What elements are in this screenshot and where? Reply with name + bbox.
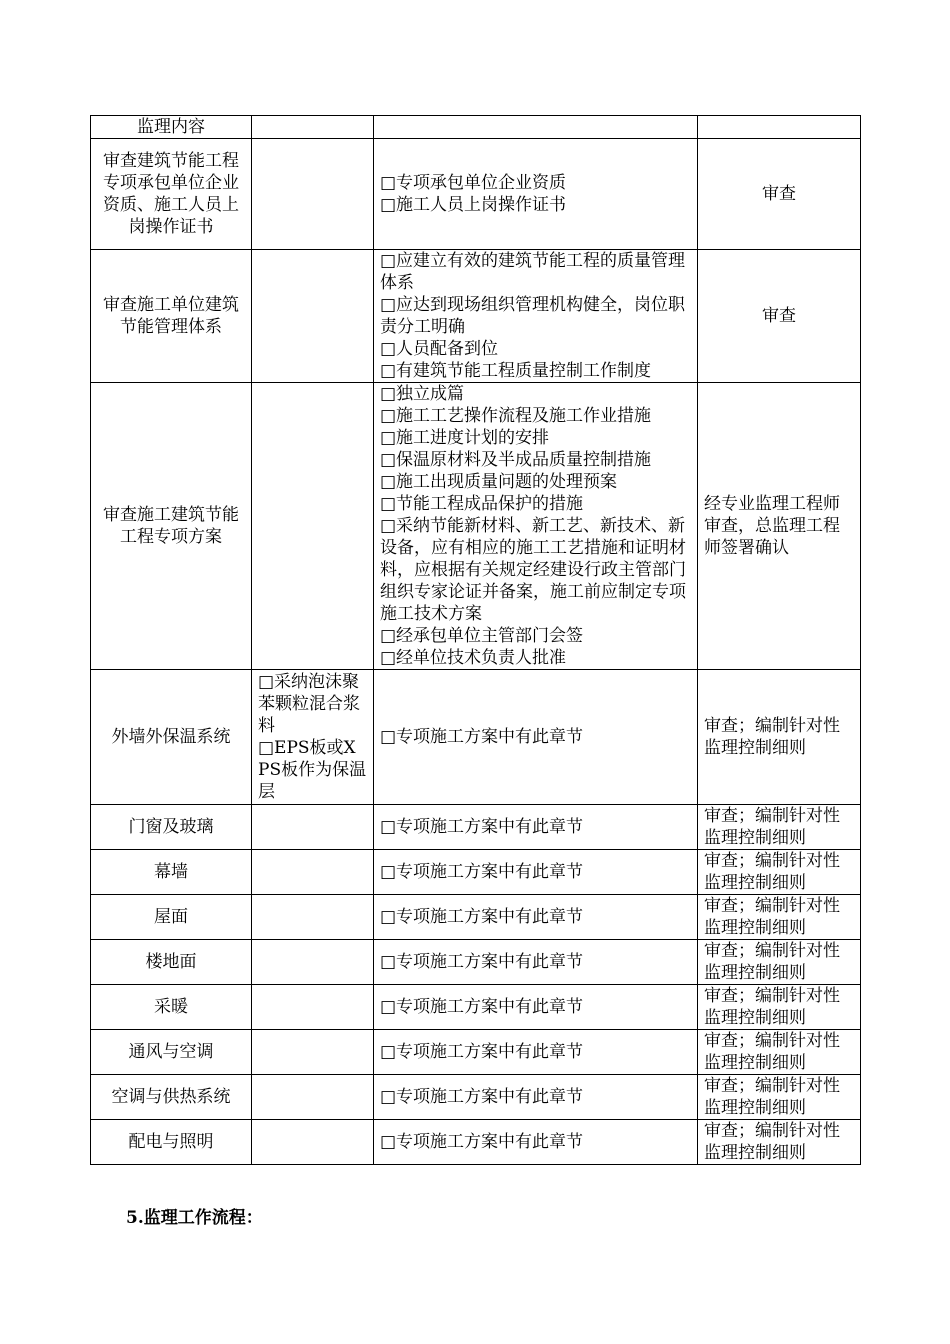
row-sub-cell bbox=[252, 670, 374, 805]
table-row bbox=[91, 139, 861, 250]
row-checklist-cell bbox=[374, 895, 698, 940]
checklist-item: □经承包单位主管部门会签 bbox=[380, 626, 584, 646]
table-row bbox=[91, 383, 861, 670]
sub-option: □EPS板或XPS板作为保温层 bbox=[258, 738, 367, 802]
row-method-cell: 审查；编制针对性监理控制细则 bbox=[698, 1030, 861, 1075]
checklist-item: □施工工艺操作流程及施工作业措施 bbox=[380, 406, 652, 426]
checklist-item: □保温原材料及半成品质量控制措施 bbox=[380, 450, 652, 470]
row-method-cell: 审查；编制针对性监理控制细则 bbox=[698, 670, 861, 805]
section-heading: 5.监理工作流程： bbox=[126, 1208, 263, 1228]
checklist-item: □专项施工方案中有此章节 bbox=[380, 1042, 584, 1062]
row-item-cell: 空调与供热系统 bbox=[91, 1075, 252, 1120]
header-cell-2 bbox=[252, 116, 374, 139]
checklist-item: □经单位技术负责人批准 bbox=[380, 648, 567, 668]
table-row bbox=[91, 1120, 861, 1165]
header-cell-3 bbox=[374, 116, 698, 139]
row-item-cell: 外墙外保温系统 bbox=[91, 670, 252, 805]
checklist-item: □应建立有效的建筑节能工程的质量管理体系 bbox=[380, 251, 686, 293]
row-sub-cell bbox=[252, 1120, 374, 1165]
row-item-cell: 审查建筑节能工程专项承包单位企业资质、施工人员上岗操作证书 bbox=[91, 139, 252, 250]
table-row bbox=[91, 940, 861, 985]
table-row bbox=[91, 850, 861, 895]
checklist-item: □采纳节能新材料、新工艺、新技术、新设备，应有相应的施工工艺措施和证明材料，应根据有关规定经建设行政主管部门组织专家论证并备案，施工前应制定专项施工技术方案 bbox=[380, 516, 686, 624]
row-method-cell: 经专业监理工程师审查，总监理工程师签署确认 bbox=[698, 383, 861, 670]
row-checklist-cell bbox=[374, 805, 698, 850]
row-method-cell: 审查 bbox=[698, 250, 861, 383]
checklist-item: □施工进度计划的安排 bbox=[380, 428, 550, 448]
row-method-cell: 审查；编制针对性监理控制细则 bbox=[698, 985, 861, 1030]
row-checklist-cell bbox=[374, 985, 698, 1030]
table-row bbox=[91, 670, 861, 805]
checklist-item: □人员配备到位 bbox=[380, 339, 499, 359]
checklist-item: □节能工程成品保护的措施 bbox=[380, 494, 584, 514]
row-item-cell: 楼地面 bbox=[91, 940, 252, 985]
row-sub-cell bbox=[252, 985, 374, 1030]
row-sub-cell bbox=[252, 805, 374, 850]
header-cell-content: 监理内容 bbox=[91, 116, 252, 139]
row-method-cell: 审查；编制针对性监理控制细则 bbox=[698, 940, 861, 985]
row-checklist-cell bbox=[374, 383, 698, 670]
row-sub-cell bbox=[252, 895, 374, 940]
checklist-item: □独立成篇 bbox=[380, 384, 465, 404]
checklist-item: □专项施工方案中有此章节 bbox=[380, 952, 584, 972]
row-method-cell: 审查 bbox=[698, 139, 861, 250]
row-method-cell: 审查；编制针对性监理控制细则 bbox=[698, 895, 861, 940]
checklist-item: □专项施工方案中有此章节 bbox=[380, 907, 584, 927]
row-checklist-cell bbox=[374, 940, 698, 985]
checklist-item: □有建筑节能工程质量控制工作制度 bbox=[380, 361, 652, 381]
row-item-cell: 门窗及玻璃 bbox=[91, 805, 252, 850]
row-method-cell: 审查；编制针对性监理控制细则 bbox=[698, 1120, 861, 1165]
row-checklist-cell bbox=[374, 139, 698, 250]
checklist-item: □专项承包单位企业资质 bbox=[380, 173, 567, 193]
row-item-cell: 通风与空调 bbox=[91, 1030, 252, 1075]
table-header-row bbox=[91, 116, 861, 139]
table-row bbox=[91, 985, 861, 1030]
checklist-item: □专项施工方案中有此章节 bbox=[380, 862, 584, 882]
checklist-item: □专项施工方案中有此章节 bbox=[380, 997, 584, 1017]
row-checklist-cell bbox=[374, 1075, 698, 1120]
row-checklist-cell bbox=[374, 1120, 698, 1165]
row-item-cell: 采暖 bbox=[91, 985, 252, 1030]
row-method-cell: 审查；编制针对性监理控制细则 bbox=[698, 1075, 861, 1120]
sub-option: □采纳泡沫聚苯颗粒混合浆料 bbox=[258, 672, 360, 736]
row-sub-cell bbox=[252, 1075, 374, 1120]
row-sub-cell bbox=[252, 383, 374, 670]
row-sub-cell bbox=[252, 940, 374, 985]
row-checklist-cell bbox=[374, 850, 698, 895]
supervision-table bbox=[90, 115, 861, 1165]
row-item-cell: 屋面 bbox=[91, 895, 252, 940]
table-row bbox=[91, 805, 861, 850]
checklist-item: □应达到现场组织管理机构健全，岗位职责分工明确 bbox=[380, 295, 686, 337]
row-checklist-cell bbox=[374, 250, 698, 383]
row-method-cell: 审查；编制针对性监理控制细则 bbox=[698, 805, 861, 850]
table-row bbox=[91, 1075, 861, 1120]
checklist-item: □专项施工方案中有此章节 bbox=[380, 727, 584, 747]
row-method-cell: 审查；编制针对性监理控制细则 bbox=[698, 850, 861, 895]
row-item-cell: 审查施工单位建筑节能管理体系 bbox=[91, 250, 252, 383]
header-cell-4 bbox=[698, 116, 861, 139]
row-item-cell: 配电与照明 bbox=[91, 1120, 252, 1165]
table-row bbox=[91, 1030, 861, 1075]
row-item-cell: 审查施工建筑节能工程专项方案 bbox=[91, 383, 252, 670]
row-item-cell: 幕墙 bbox=[91, 850, 252, 895]
row-sub-cell bbox=[252, 250, 374, 383]
table-row bbox=[91, 250, 861, 383]
checklist-item: □施工人员上岗操作证书 bbox=[380, 195, 567, 215]
checklist-item: □施工出现质量问题的处理预案 bbox=[380, 472, 618, 492]
checklist-item: □专项施工方案中有此章节 bbox=[380, 1087, 584, 1107]
row-checklist-cell bbox=[374, 670, 698, 805]
checklist-item: □专项施工方案中有此章节 bbox=[380, 817, 584, 837]
row-checklist-cell bbox=[374, 1030, 698, 1075]
table-row bbox=[91, 895, 861, 940]
row-sub-cell bbox=[252, 850, 374, 895]
row-sub-cell bbox=[252, 139, 374, 250]
row-sub-cell bbox=[252, 1030, 374, 1075]
checklist-item: □专项施工方案中有此章节 bbox=[380, 1132, 584, 1152]
